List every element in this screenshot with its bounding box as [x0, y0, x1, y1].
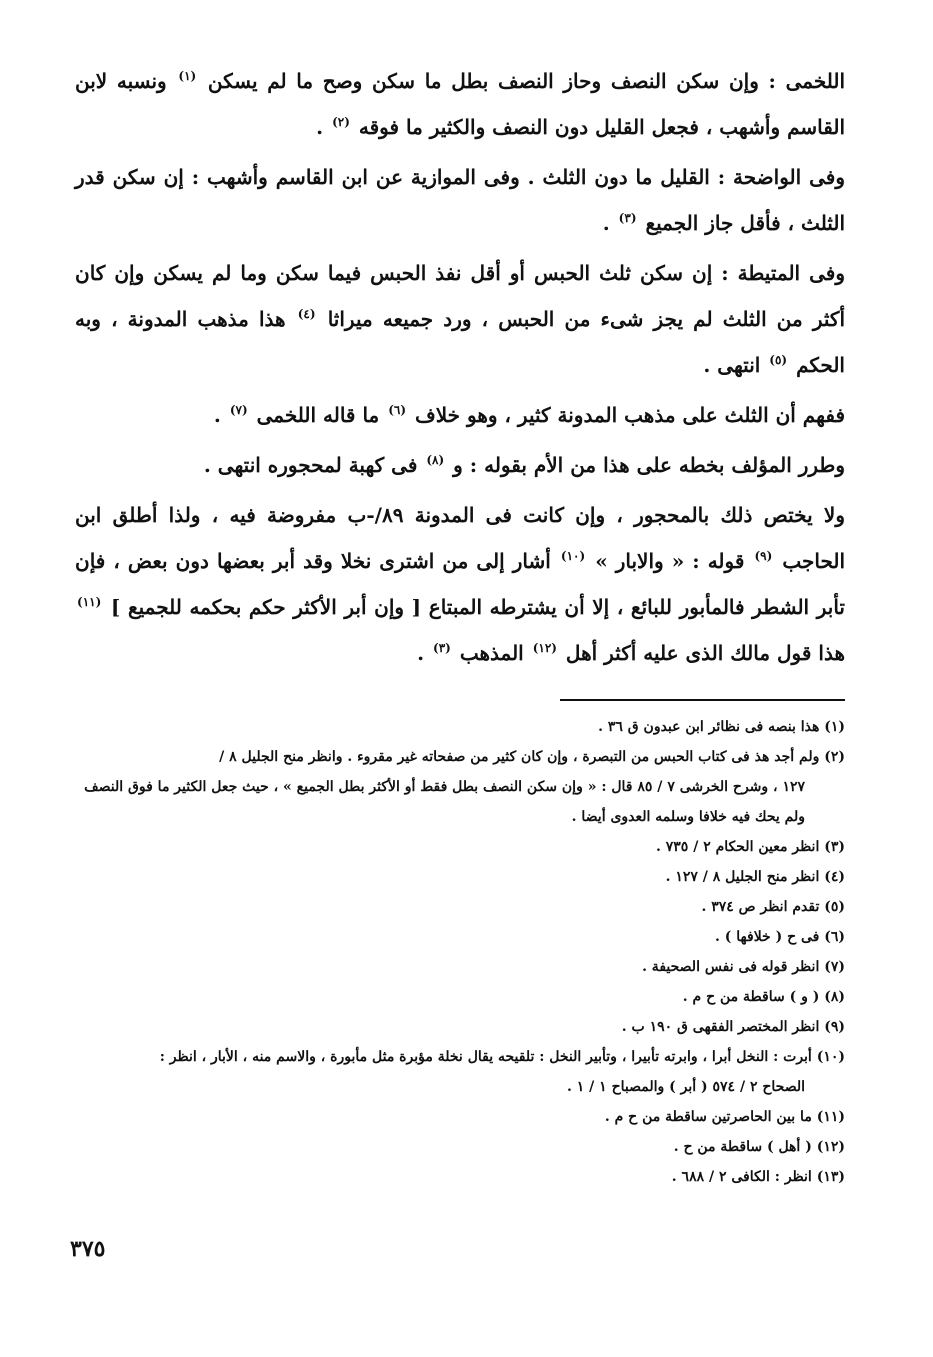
footnote-ref: (٣)	[618, 211, 637, 226]
footnote-4: (٤) انظر منح الجليل ٨ / ١٢٧ .	[665, 869, 845, 885]
paragraph-5: وطرر المؤلف بخطه على هذا من الأم بقوله : و $^{(٨)}$ فى كهبة لمحجوره انتهى .	[203, 453, 845, 477]
footnote-7: (٧) انظر قوله فى نفس الصحيفة .	[642, 959, 845, 975]
footnote-ref: (٣)	[433, 641, 451, 656]
footnote-ref: (٦)	[388, 403, 407, 418]
footnote-5: (٥) تقدم انظر ص ٣٧٤ .	[701, 899, 845, 915]
footnote-2: (٢) ولم أجد هذ فى كتاب الحبس من التبصرة ، وإن كان كثير من صفحاته غير مقروء . وانظر منح الجليل ٨ / ١٢٧ ، وشرح الخرشى ٧ / ٨٥ قال : « وإن سكن النصف بطل فقط أو الأكثر بطل الجميع » ، حيث جعل الكثير ما فوق النصف ولم يحك فيه خلافا وسلمه العدوى أيضا .	[84, 749, 845, 825]
footnote-ref: (١٢)	[532, 641, 557, 656]
footnote-11: (١١) ما بين الحاصرتين ساقطة من ح م .	[604, 1109, 845, 1125]
footnote-ref: (٥)	[769, 353, 788, 368]
footnote-3: (٣) انظر معين الحكام ٢ / ٧٣٥ .	[656, 839, 845, 855]
footnote-ref: (٧)	[229, 403, 248, 418]
footnote-ref: (٨)	[426, 453, 445, 468]
footnotes	[75, 712, 845, 1192]
footnote-ref: (٢)	[332, 115, 350, 130]
footnote-10: (١٠) أبرت : النخل أبرا ، وابرته تأبيرا ، وتأبير النخل : تلقيحه يقال نخلة مؤبرة مثل مأبورة ، والاسم منه ، الأبار ، انظر : الصحاح ٢ / ٥٧٤ ( أبر ) والمصباح ١ / ١ .	[159, 1049, 845, 1095]
footnote-9: (٩) انظر المختصر الفقهى ق ١٩٠ ب .	[621, 1019, 845, 1035]
footnote-6: (٦) فى ح ( خلافها ) .	[715, 929, 845, 945]
footnote-divider	[560, 699, 845, 701]
footnote-13: (١٣) انظر : الكافى ٢ / ٦٨٨ .	[671, 1169, 845, 1185]
footnote-ref: (٤)	[297, 307, 316, 322]
footnote-ref: (٩)	[754, 549, 773, 564]
footnote-ref: (١١)	[77, 595, 102, 610]
footnote-ref: (١)	[178, 69, 197, 84]
main-text	[75, 58, 845, 680]
footnote-ref: (١٠)	[560, 549, 586, 564]
paragraph-3: وفى المتيطة : إن سكن ثلث الحبس أو أقل نفذ الحبس فيما سكن وما لم يسكن وإن كان أكثر من الثلث لم يجز شىء من الحبس ، ورد جميعه ميراثا $^{(٤)}$ هذا مذهب المدونة ، وبه الحكم $^{(٥)}$ انتهى .	[75, 261, 845, 377]
paragraph-2: وفى الواضحة : القليل ما دون الثلث . وفى الموازية عن ابن القاسم وأشهب : إن سكن قدر الثلث ، فأقل جاز الجميع $^{(٣)}$ .	[75, 165, 845, 235]
footnote-12: (١٢) ( أهل ) ساقطة من ح .	[673, 1139, 845, 1155]
paragraph-1: اللخمى : وإن سكن النصف وحاز النصف بطل ما سكن وصح ما لم يسكن $^{(١)}$ ونسبه لابن القاسم وأشهب ، فجعل القليل دون النصف والكثير ما فوقه $^{(٢)}$ .	[75, 69, 845, 139]
paragraph-6: ولا يختص ذلك بالمحجور ، وإن كانت فى المدونة ٨٩/-ب مفروضة فيه ، ولذا أطلق ابن الحاجب $^{(٩)}$ قوله : « والابار » $^{(١٠)}$ أشار إلى من اشترى نخلا وقد أبر بعضها دون بعض ، فإن تأبر الشطر فالمأبور للبائع ، إلا أن يشترطه المبتاع [ وإن أبر الأكثر حكم بحكمه للجميع ] $^{(١١)}$ هذا قول مالك الذى عليه أكثر أهل $^{(١٢)}$ المذهب $^{(٣)}$ .	[75, 503, 846, 665]
footnote-8: (٨) ( و ) ساقطة من ح م .	[682, 989, 845, 1005]
footnote-1: (١) هذا بنصه فى نظائر ابن عبدون ق ٣٦ .	[598, 719, 845, 735]
paragraph-4: ففهم أن الثلث على مذهب المدونة كثير ، وهو خلاف $^{(٦)}$ ما قاله اللخمى $^{(٧)}$ .	[213, 403, 845, 427]
page-number: ٣٧٥	[70, 1236, 106, 1262]
